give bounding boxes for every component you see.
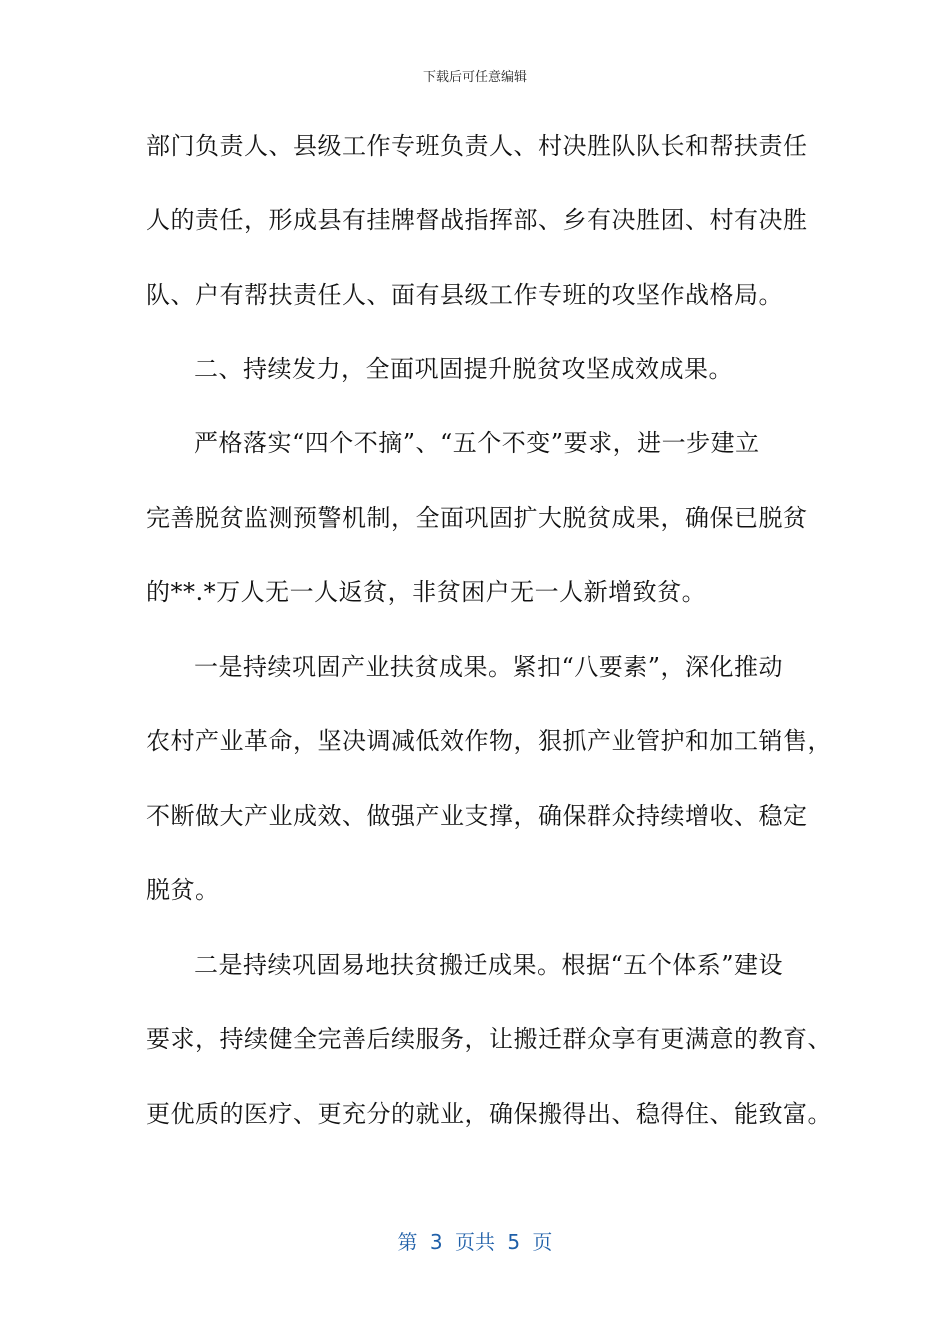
text-line: 人的责任，形成县有挂牌督战指挥部、乡有决胜团、村有决胜 [146, 206, 808, 234]
text-line: 部门负责人、县级工作专班负责人、村决胜队队长和帮扶责任 [146, 132, 808, 160]
page-number-footer: 第 3 页共 5 页 [397, 1230, 553, 1254]
header-note: 下载后可任意编辑 [422, 70, 527, 85]
text-line: 队、户有帮扶责任人、面有县级工作专班的攻坚作战格局。 [146, 281, 783, 309]
text-line: 脱贫。 [146, 876, 220, 904]
text-line: 的**.*万人无一人返贫，非贫困户无一人新增致贫。 [146, 578, 707, 606]
text-line: 不断做大产业成效、做强产业支撑，确保群众持续增收、稳定 [146, 802, 808, 830]
text-line: 一是持续巩固产业扶贫成果。紧扣“八要素”，深化推动 [194, 653, 784, 681]
text-line: 完善脱贫监测预警机制，全面巩固扩大脱贫成果，确保已脱贫 [146, 504, 808, 532]
text-line: 更优质的医疗、更充分的就业，确保搬得出、稳得住、能致富。 [146, 1100, 832, 1128]
text-line: 要求，持续健全完善后续服务，让搬迁群众享有更满意的教育、 [146, 1025, 832, 1053]
section-heading: 二、持续发力，全面巩固提升脱贫攻坚成效成果。 [194, 355, 733, 383]
text-line: 严格落实“四个不摘”、“五个不变”要求，进一步建立 [194, 429, 760, 457]
text-line: 农村产业革命，坚决调减低效作物，狠抓产业管护和加工销售， [146, 727, 832, 755]
text-line: 二是持续巩固易地扶贫搬迁成果。根据“五个体系”建设 [194, 951, 784, 979]
